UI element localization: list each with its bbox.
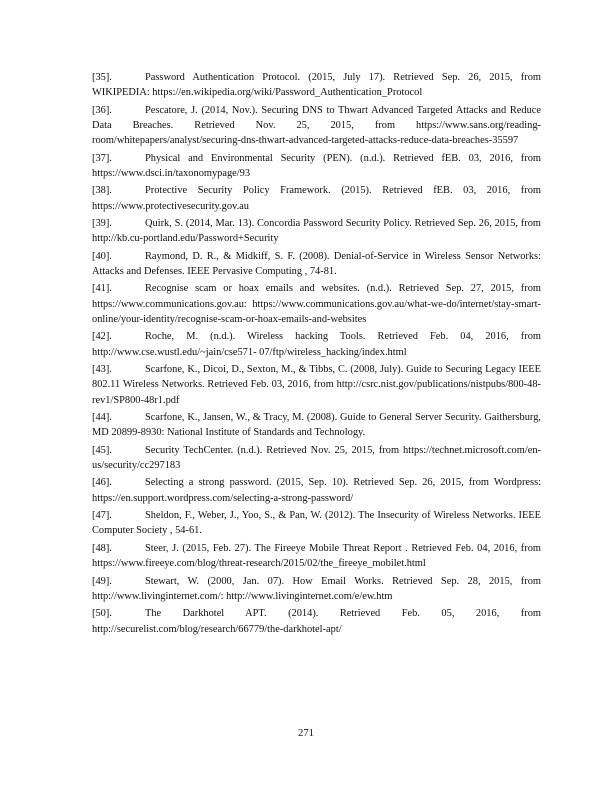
reference-text: Roche, M. (n.d.). Wireless hacking Tools. Retrieved Feb. 04, 2016, from http://www.cse.wustl.edu/~jain/cse571- 07/ftp/wireless_hacking/index.html: [92, 331, 541, 358]
reference-number: [42].: [92, 331, 112, 343]
reference-text: Stewart, W. (2000, Jan. 07). How Email Works. Retrieved Sep. 28, 2015, from http://www.livinginternet.com/: http://www.livinginternet.com/e/ew.htm: [92, 575, 541, 602]
reference-text: Steer, J. (2015, Feb. 27). The Fireeye Mobile Threat Report . Retrieved Feb. 04, 2016, from https://www.fireeye.com/blog/threat-research/2015/02/the_fireeye_mobilet.html: [92, 542, 541, 570]
reference-item: [92, 249, 541, 280]
reference-item: [92, 151, 541, 182]
reference-text: Password Authentication Protocol. (2015, July 17). Retrieved Sep. 26, 2015, from WIKIPEDIA: https://en.wikipedia.org/wiki/Password_Authentication_Protocol: [92, 72, 541, 99]
reference-text: Pescatore, J. (2014, Nov.). Securing DNS to Thwart Advanced Targeted Attacks and Reduce Data Breaches. Retrieved Nov. 25, 2015, from https://www.sans.org/reading-room/whitepapers/analyst/securing-dns-thwart-advanced-targeted-attacks-reduce-data-breaches-35597: [92, 104, 541, 147]
reference-number: [50].: [92, 608, 112, 620]
reference-number: [38].: [92, 185, 112, 197]
reference-text: Selecting a strong password. (2015, Sep. 10). Retrieved Sep. 26, 2015, from Wordpress: https://en.support.wordpress.com/selecting-a-strong-password/: [92, 477, 541, 504]
reference-text: Recognise scam or hoax emails and websites. (n.d.). Retrieved Sep. 27, 2015, from https://www.communications.gov.au: https://www.communications.gov.au/what-we-do/internet/stay-smart-online/your-identity/recognise-scam-or-hoax-emails-and-websites: [92, 283, 541, 326]
reference-text: Physical and Environmental Security (PEN). (n.d.). Retrieved fEB. 03, 2016, from https://www.dsci.in/taxonomypage/93: [92, 152, 541, 179]
reference-item: [92, 103, 541, 149]
reference-number: [36].: [92, 104, 112, 116]
reference-item: [92, 281, 541, 327]
reference-item: [92, 183, 541, 214]
reference-number: [48].: [92, 542, 112, 554]
reference-text: The Darkhotel APT. (2014). Retrieved Feb. 05, 2016, from http://securelist.com/blog/research/66779/the-darkhotel-apt/: [92, 608, 541, 635]
reference-item: [92, 541, 541, 572]
reference-item: [92, 606, 541, 637]
reference-number: [45].: [92, 444, 112, 456]
reference-number: [49].: [92, 575, 112, 587]
reference-text: Raymond, D. R., & Midkiff, S. F. (2008). Denial-of-Service in Wireless Sensor Networks: Attacks and Defenses. IEEE Pervasive Computing , 74-81.: [92, 250, 541, 278]
reference-item: [92, 70, 541, 101]
page-number: 271: [298, 728, 314, 739]
reference-number: [43].: [92, 364, 112, 376]
reference-text: Scarfone, K., Jansen, W., & Tracy, M. (2008). Guide to General Server Security. Gaithersburg, MD 20899-8930: National Institute of Standards and Technology.: [92, 412, 541, 439]
reference-number: [41].: [92, 283, 112, 295]
reference-text: Security TechCenter. (n.d.). Retrieved Nov. 25, 2015, from https://technet.microsoft.com/en-us/security/cc297183: [92, 444, 541, 472]
reference-item: [92, 443, 541, 474]
reference-number: [44].: [92, 412, 112, 424]
reference-item: [92, 574, 541, 605]
reference-item: [92, 362, 541, 408]
reference-number: [40].: [92, 250, 112, 262]
reference-item: [92, 329, 541, 360]
reference-number: [37].: [92, 152, 112, 164]
reference-item: [92, 508, 541, 539]
reference-number: [39].: [92, 218, 112, 230]
reference-item: [92, 216, 541, 247]
reference-item: [92, 410, 541, 441]
reference-number: [47].: [92, 510, 112, 522]
reference-number: [35].: [92, 72, 112, 83]
reference-number: [46].: [92, 477, 112, 489]
reference-text: Protective Security Policy Framework. (2015). Retrieved fEB. 03, 2016, from https://www.protectivesecurity.gov.au: [92, 185, 541, 212]
reference-text: Scarfone, K., Dicoi, D., Sexton, M., & Tibbs, C. (2008, July). Guide to Securing Legacy IEEE 802.11 Wireless Networks. Retrieved Feb. 03, 2016, from http://csrc.nist.gov/publications/nistpubs/800-48-rev1/SP800-48r1.pdf: [92, 364, 541, 406]
reference-list: [92, 70, 541, 639]
reference-text: Sheldon, F., Weber, J., Yoo, S., & Pan, W. (2012). The Insecurity of Wireless Networks. IEEE Computer Society , 54-61.: [92, 510, 541, 537]
reference-text: Quirk, S. (2014, Mar. 13). Concordia Password Security Policy. Retrieved Sep. 26, 2015, from http://kb.cu-portland.edu/Password+Security: [92, 218, 541, 245]
reference-item: [92, 475, 541, 506]
